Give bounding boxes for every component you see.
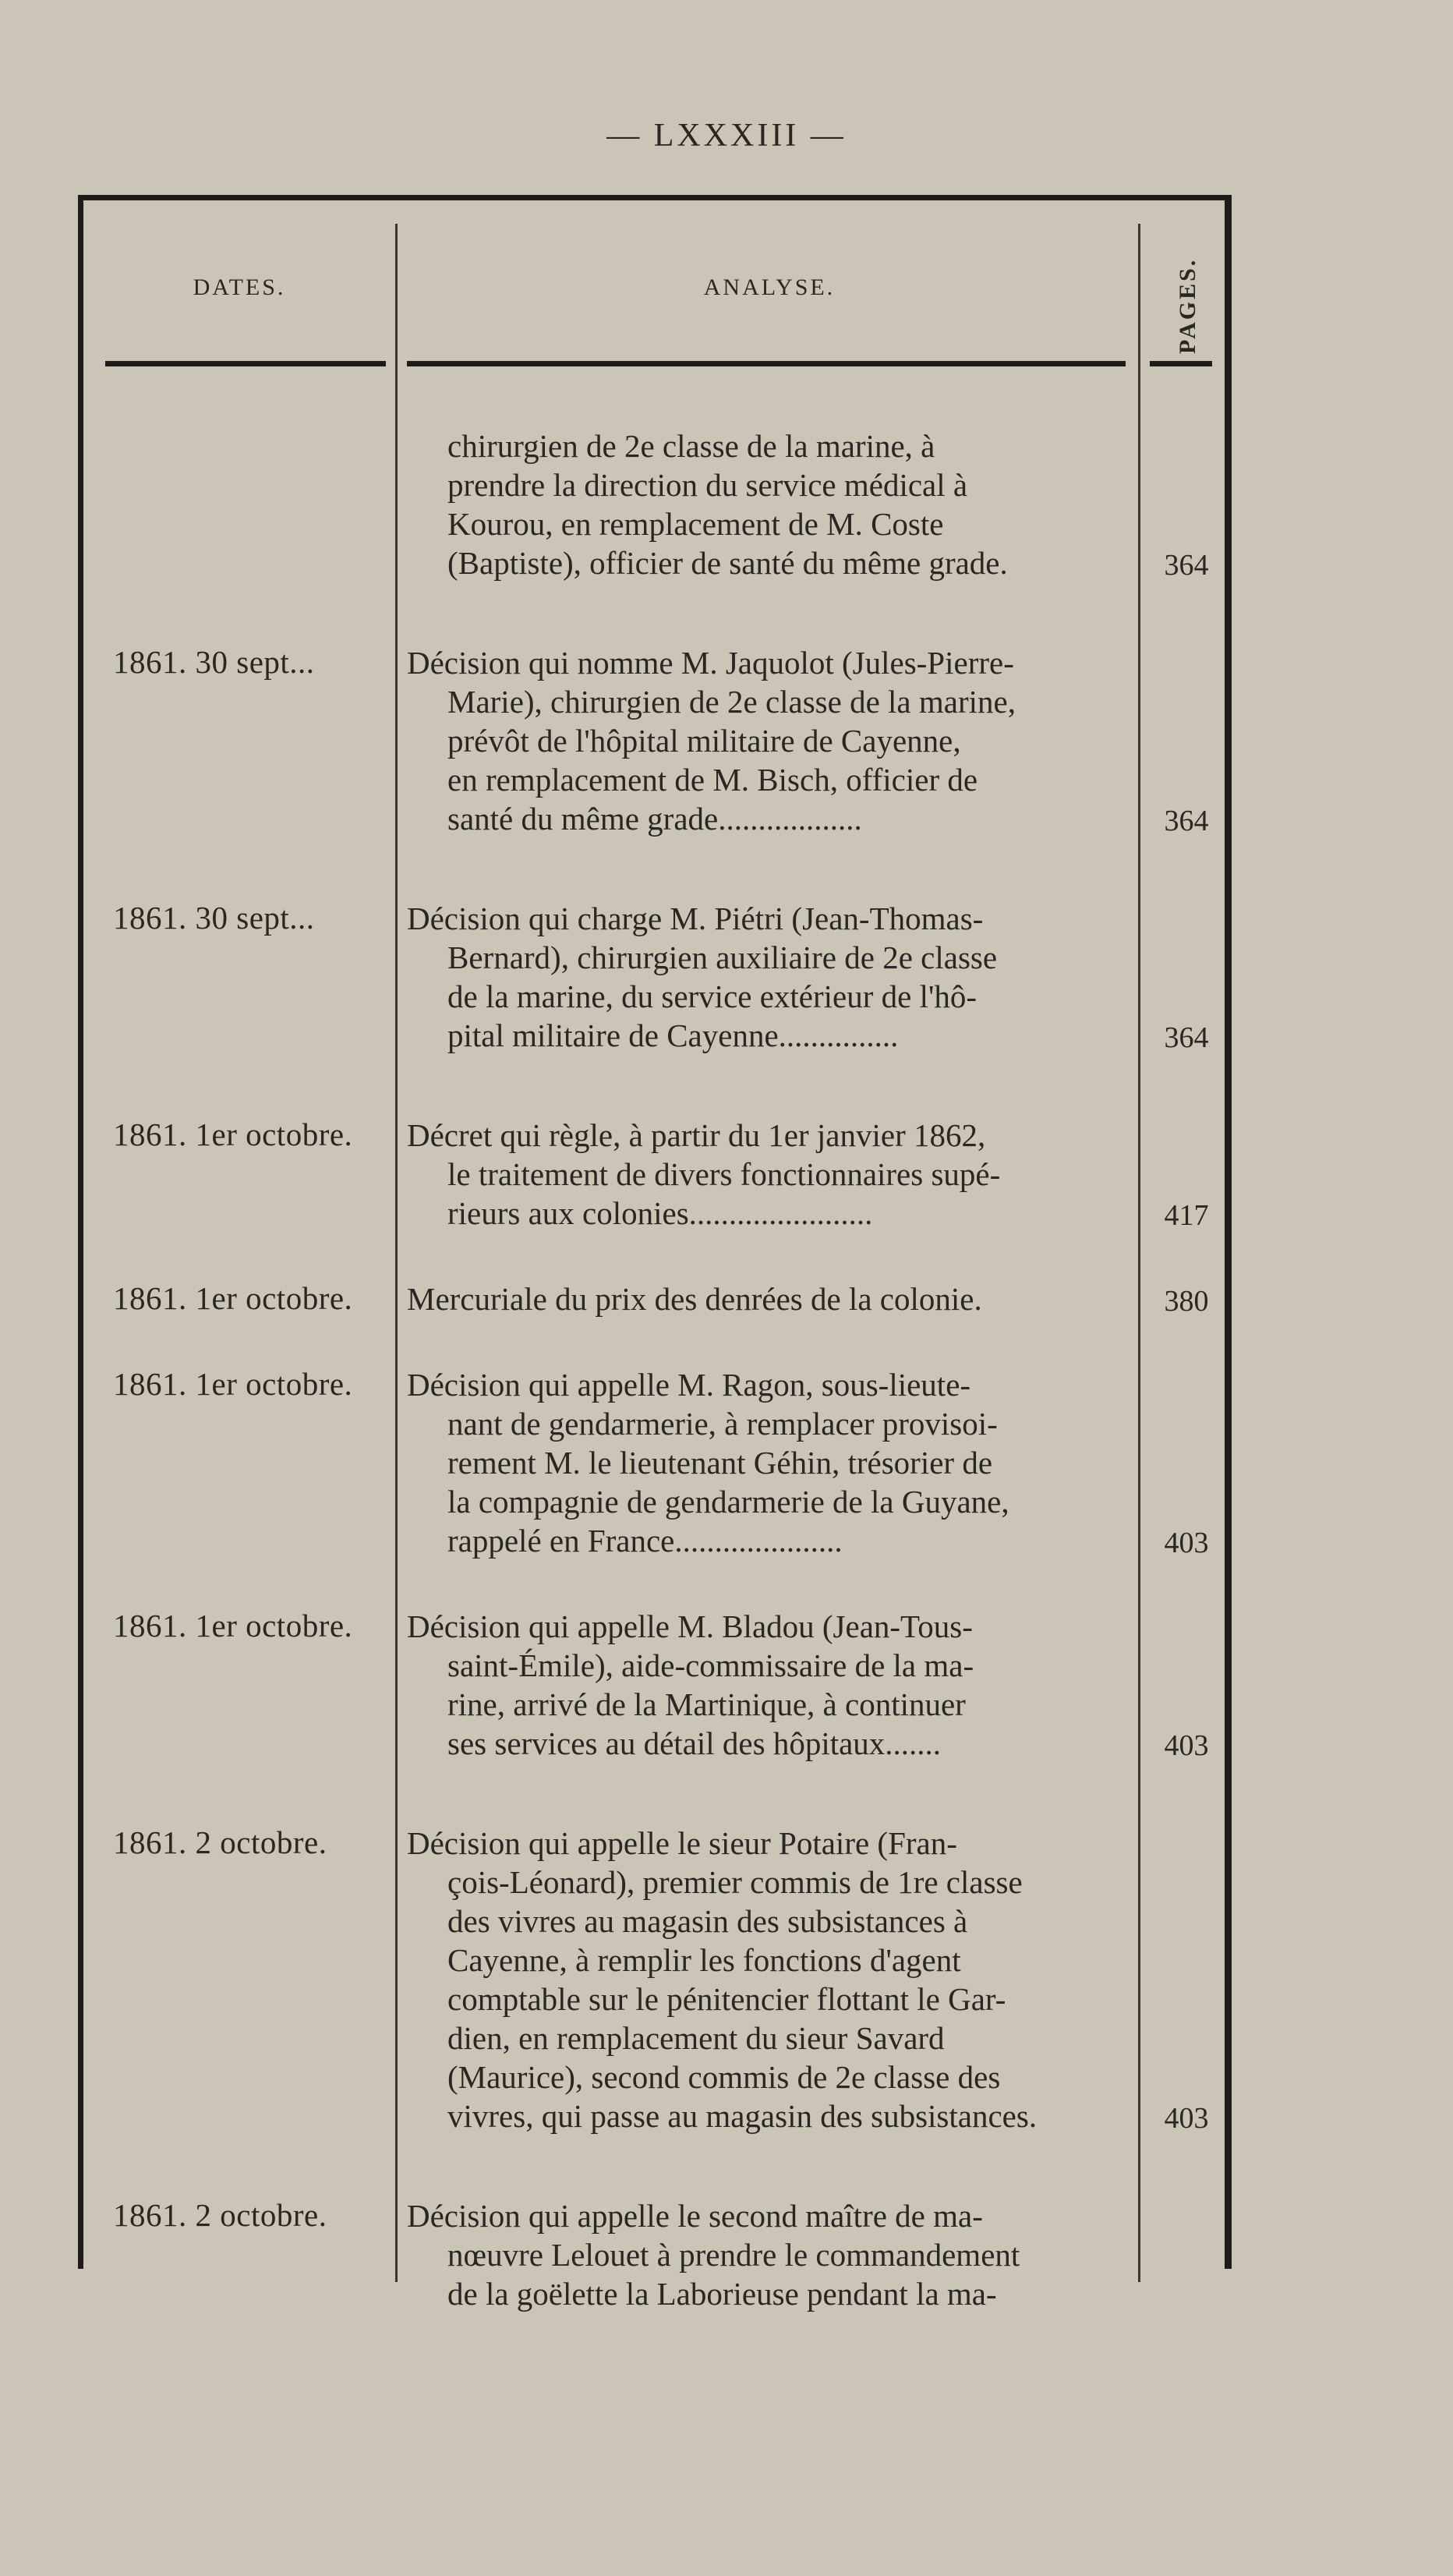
entry-page-number: 364 <box>1164 805 1209 837</box>
entry-analysis <box>407 1116 1132 1233</box>
entry-line: Décision qui appelle M. Ragon, sous-lieute- <box>407 1367 971 1403</box>
table-row <box>83 1279 1221 1318</box>
entry-analysis <box>407 1607 1132 1763</box>
entry-analysis <box>407 2196 1132 2313</box>
entry-page-number: 380 <box>1164 1285 1209 1318</box>
entry-analysis <box>407 1824 1132 2135</box>
entry-line: Décision qui charge M. Piétri (Jean-Thomas- <box>407 901 984 936</box>
entry-line: Décision qui appelle le second maître de ma- <box>407 2198 983 2234</box>
entry-date: 1861. 30 sept... <box>113 900 315 936</box>
header-rule-analyse <box>407 361 1126 366</box>
entry-line: pital militaire de Cayenne............... <box>447 1017 899 1053</box>
entry-date: 1861. 30 sept... <box>113 644 315 680</box>
page-header: — LXXXIII — <box>606 118 847 154</box>
table-row <box>83 2196 1221 2313</box>
header-pages: PAGES. <box>1175 257 1200 354</box>
entry-line: des vivres au magasin des subsistances à <box>447 1903 968 1939</box>
entry-line: la compagnie de gendarmerie de la Guyane, <box>447 1484 1009 1520</box>
entry-line: comptable sur le pénitencier flottant le Gar- <box>447 1981 1006 2017</box>
entry-line: (Maurice), second commis de 2e classe des <box>447 2059 1001 2095</box>
entry-line: Kourou, en remplacement de M. Coste <box>447 506 944 542</box>
header-rule-pages <box>1150 361 1212 366</box>
entry-line: çois-Léonard), premier commis de 1re classe <box>447 1864 1023 1900</box>
entry-line: rappelé en France..................... <box>447 1523 843 1559</box>
entry-line: Décision qui nomme M. Jaquolot (Jules-Pierre- <box>407 645 1014 681</box>
entry-line: Décret qui règle, à partir du 1er janvier 1862, <box>407 1117 986 1153</box>
table-row <box>83 1116 1221 1233</box>
entry-date: 1861. 1er octobre. <box>113 1116 353 1152</box>
entry-line: santé du même grade.................. <box>447 801 862 837</box>
entry-line: (Baptiste), officier de santé du même grade. <box>447 545 1008 581</box>
entry-line: ses services au détail des hôpitaux....... <box>447 1725 942 1761</box>
header-dates: DATES. <box>193 274 286 300</box>
entry-line: le traitement de divers fonctionnaires supé- <box>447 1156 1001 1192</box>
entry-line: prévôt de l'hôpital militaire de Cayenne, <box>447 723 961 759</box>
entry-page-number: 403 <box>1164 2102 1209 2135</box>
entry-analysis <box>407 1279 1132 1318</box>
entry-analysis <box>407 643 1132 838</box>
entry-page-number: 403 <box>1164 1527 1209 1559</box>
entry-line: saint-Émile), aide-commissaire de la ma- <box>447 1647 974 1683</box>
table-row <box>83 426 1221 582</box>
entry-line: de la goëlette la Laborieuse pendant la ma- <box>447 2276 997 2312</box>
entry-page-number: 417 <box>1164 1199 1209 1232</box>
entry-page-number: 364 <box>1164 549 1209 582</box>
table-row <box>83 643 1221 838</box>
header-analyse: ANALYSE. <box>703 274 836 300</box>
entry-line: en remplacement de M. Bisch, officier de <box>447 762 978 798</box>
entry-line: Cayenne, à remplir les fonctions d'agent <box>447 1942 961 1978</box>
entry-line: rieurs aux colonies....................... <box>447 1195 873 1231</box>
entry-line: rement M. le lieutenant Géhin, trésorier de <box>447 1445 993 1481</box>
entry-analysis <box>407 1365 1132 1560</box>
entry-date: 1861. 2 octobre. <box>113 1824 327 1860</box>
entry-analysis <box>407 426 1132 582</box>
table-row <box>83 899 1221 1055</box>
table-frame <box>78 195 1232 2312</box>
entry-line: dien, en remplacement du sieur Savard <box>447 2020 945 2056</box>
entry-line: Décision qui appelle M. Bladou (Jean-Tous- <box>407 1608 973 1644</box>
table-row <box>83 1365 1221 1560</box>
entry-line: nant de gendarmerie, à remplacer provisoi- <box>447 1406 998 1442</box>
entry-line: Marie), chirurgien de 2e classe de la marine, <box>447 684 1016 720</box>
entry-date: 1861. 2 octobre. <box>113 2197 327 2233</box>
entry-line: chirurgien de 2e classe de la marine, à <box>447 428 935 464</box>
entries-list <box>83 426 1221 2313</box>
entry-page-number: 403 <box>1164 1729 1209 1762</box>
header-rule-dates <box>105 361 386 366</box>
entry-line: vivres, qui passe au magasin des subsistances. <box>447 2098 1038 2134</box>
table-row <box>83 1607 1221 1763</box>
entry-date: 1861. 1er octobre. <box>113 1366 353 1402</box>
entry-page-number: 364 <box>1164 1021 1209 1054</box>
table-row <box>83 1824 1221 2135</box>
entry-line: prendre la direction du service médical à <box>447 467 968 503</box>
entry-line: Décision qui appelle le sieur Potaire (Fran- <box>407 1825 957 1861</box>
entry-line: nœuvre Lelouet à prendre le commandement <box>447 2237 1020 2273</box>
entry-date: 1861. 1er octobre. <box>113 1608 353 1644</box>
entry-line: de la marine, du service extérieur de l'hô- <box>447 978 978 1014</box>
entry-line: Mercuriale du prix des denrées de la colonie. <box>407 1281 982 1317</box>
entry-line: rine, arrivé de la Martinique, à continuer <box>447 1686 966 1722</box>
entry-line: Bernard), chirurgien auxiliaire de 2e classe <box>447 939 998 975</box>
entry-date: 1861. 1er octobre. <box>113 1280 353 1316</box>
entry-analysis <box>407 899 1132 1055</box>
